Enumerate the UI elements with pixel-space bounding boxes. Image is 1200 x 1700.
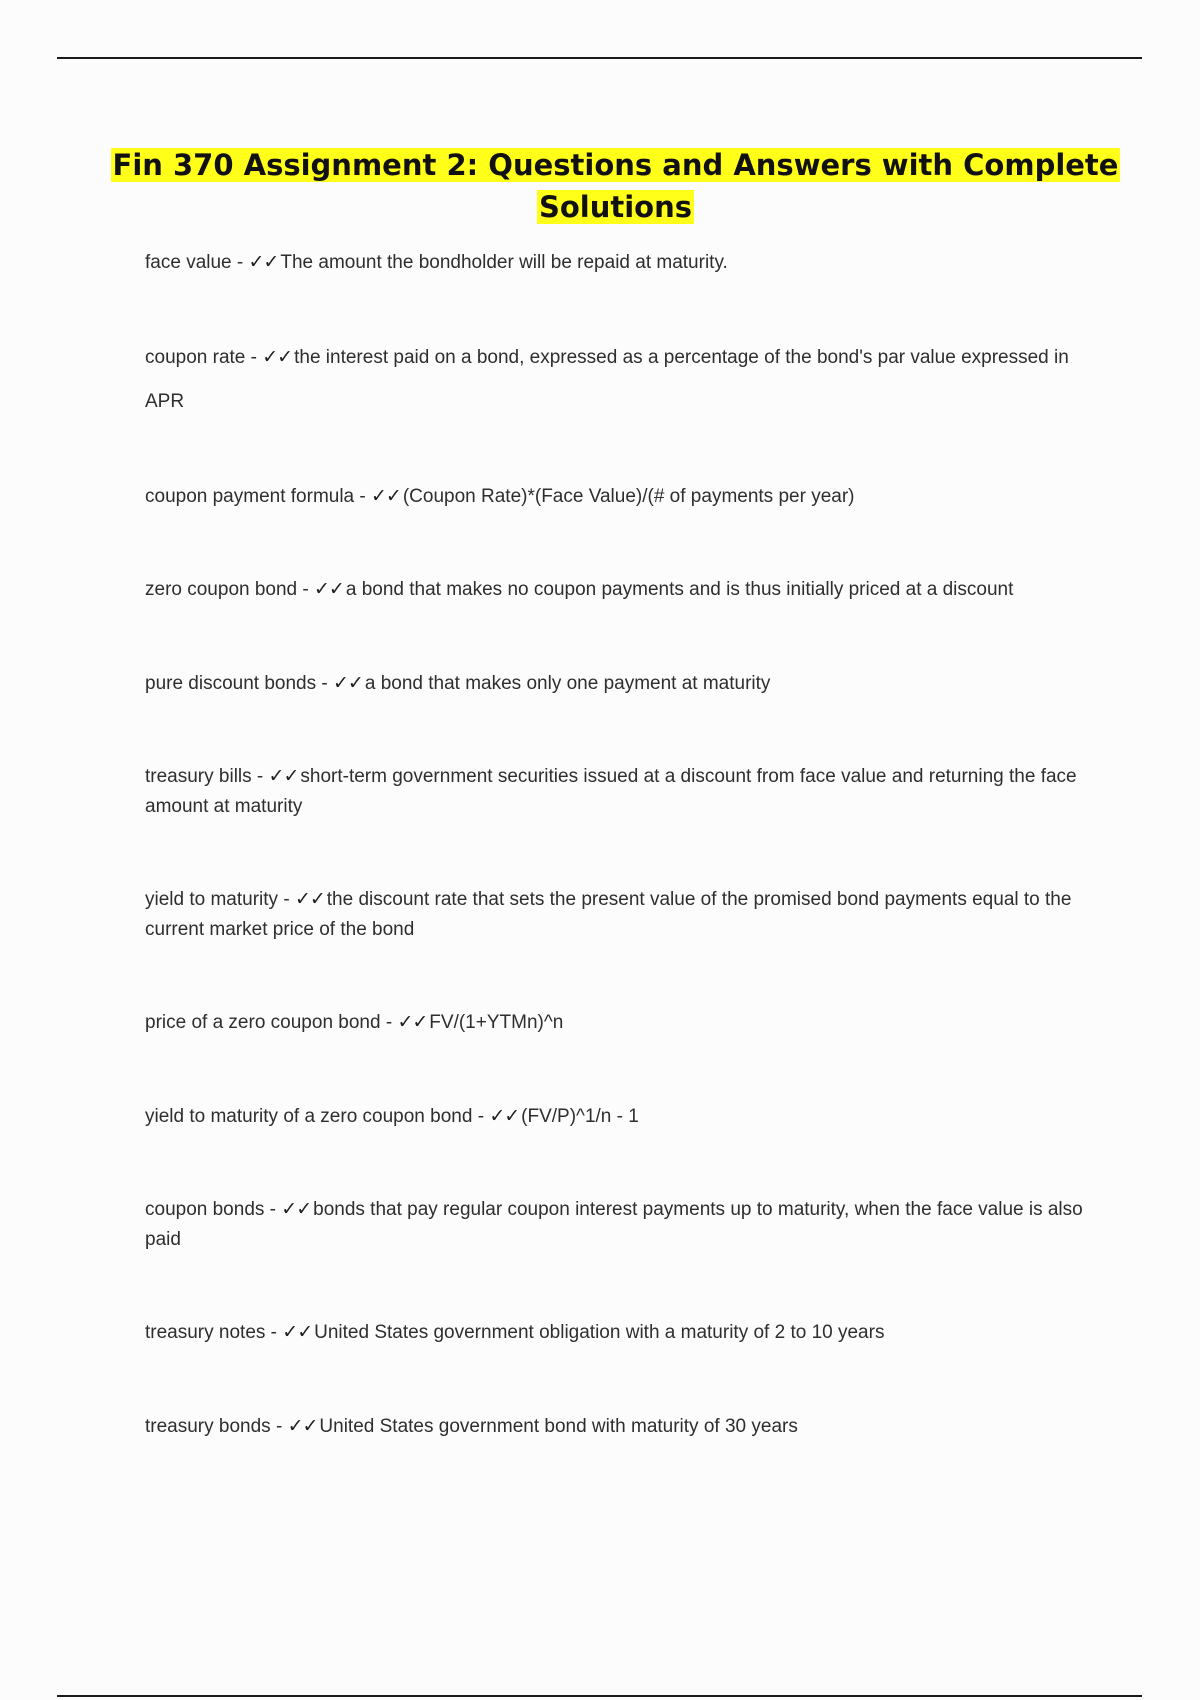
entry-coupon-rate: coupon rate - ✓✓ the interest paid on a bond, expressed as a percentage of the bond's par value expressed in APR — [145, 346, 1069, 412]
double-check-icon: ✓✓ — [371, 485, 401, 507]
entry-term: treasury notes — [145, 1322, 266, 1343]
entry-definition: (FV/P)^1/n - 1 — [521, 1106, 639, 1127]
entry-definition: bonds that pay regular coupon interest payments up to maturity, when the face value is also paid — [145, 1199, 1083, 1250]
entry-term: coupon rate — [145, 347, 246, 368]
entry-definition: a bond that makes no coupon payments and is thus initially priced at a discount — [345, 579, 1014, 600]
entry-coupon-payment-formula: coupon payment formula - ✓✓ (Coupon Rate)*(Face Value)/(# of payments per year) — [145, 485, 855, 507]
double-check-icon: ✓✓ — [248, 251, 279, 273]
entry-definition: (Coupon Rate)*(Face Value)/(# of payments per year) — [402, 486, 855, 507]
entry-term: coupon payment formula — [145, 486, 355, 507]
entry-yield-to-maturity: yield to maturity - ✓✓ the discount rate that sets the present value of the promised bond payments equal to the current market price of the bond — [145, 888, 1072, 940]
entry-term: treasury bills — [145, 766, 252, 787]
double-check-icon: ✓✓ — [314, 578, 344, 600]
entry-term: yield to maturity of a zero coupon bond — [145, 1106, 473, 1127]
entry-definition: United States government bond with maturity of 30 years — [319, 1416, 798, 1437]
entry-term: coupon bonds — [145, 1199, 265, 1220]
entry-definition: the discount rate that sets the present value of the promised bond payments equal to the current market price of the bond — [145, 889, 1072, 940]
entry-definition: FV/(1+YTMn)^n — [429, 1012, 564, 1033]
entry-definition: the interest paid on a bond, expressed as a percentage of the bond's par value expressed in APR — [145, 347, 1069, 412]
title-highlight: Fin 370 Assignment 2: Questions and Answers with Complete Solutions — [112, 148, 1119, 224]
entry-definition: United States government obligation with a maturity of 2 to 10 years — [314, 1322, 885, 1343]
double-check-icon: ✓✓ — [489, 1105, 520, 1127]
entry-ytm-zero-coupon-bond: yield to maturity of a zero coupon bond - ✓✓ (FV/P)^1/n - 1 — [145, 1105, 639, 1127]
entry-definition: short-term government securities issued at a discount from face value and returning the face amount at maturity — [145, 766, 1077, 817]
entry-pure-discount-bonds: pure discount bonds - ✓✓ a bond that makes only one payment at maturity — [145, 672, 771, 694]
entry-treasury-notes: treasury notes - ✓✓ United States government obligation with a maturity of 2 to 10 years — [145, 1321, 885, 1343]
header-rule — [57, 57, 1142, 59]
entry-definition: The amount the bondholder will be repaid at maturity. — [280, 252, 728, 273]
double-check-icon: ✓✓ — [333, 672, 363, 694]
entry-treasury-bonds: treasury bonds - ✓✓ United States government bond with maturity of 30 years — [145, 1415, 798, 1437]
footer-rule — [57, 1695, 1142, 1697]
entry-term: yield to maturity — [145, 889, 279, 910]
entry-treasury-bills: treasury bills - ✓✓ short-term government securities issued at a discount from face value and returning the face amount at maturity — [145, 765, 1077, 817]
entry-coupon-bonds: coupon bonds - ✓✓ bonds that pay regular coupon interest payments up to maturity, when the face value is also paid — [145, 1198, 1083, 1250]
double-check-icon: ✓✓ — [287, 1415, 318, 1437]
entry-term: face value — [145, 252, 232, 273]
entry-term: price of a zero coupon bond — [145, 1012, 381, 1033]
entry-price-zero-coupon-bond: price of a zero coupon bond - ✓✓ FV/(1+YTMn)^n — [145, 1011, 564, 1033]
entry-definition: a bond that makes only one payment at maturity — [364, 673, 771, 694]
entry-face-value: face value - ✓✓ The amount the bondholder will be repaid at maturity. — [145, 251, 728, 273]
double-check-icon: ✓✓ — [268, 765, 299, 787]
entry-term: treasury bonds — [145, 1416, 271, 1437]
entry-term: zero coupon bond — [145, 579, 298, 600]
double-check-icon: ✓✓ — [281, 1198, 312, 1220]
double-check-icon: ✓✓ — [262, 346, 293, 368]
double-check-icon: ✓✓ — [294, 888, 325, 910]
double-check-icon: ✓✓ — [282, 1321, 313, 1343]
entry-zero-coupon-bond: zero coupon bond - ✓✓ a bond that makes no coupon payments and is thus initially priced at a discount — [145, 578, 1014, 600]
double-check-icon: ✓✓ — [397, 1011, 428, 1033]
entry-term: pure discount bonds — [145, 673, 317, 694]
document-title — [100, 144, 1131, 228]
